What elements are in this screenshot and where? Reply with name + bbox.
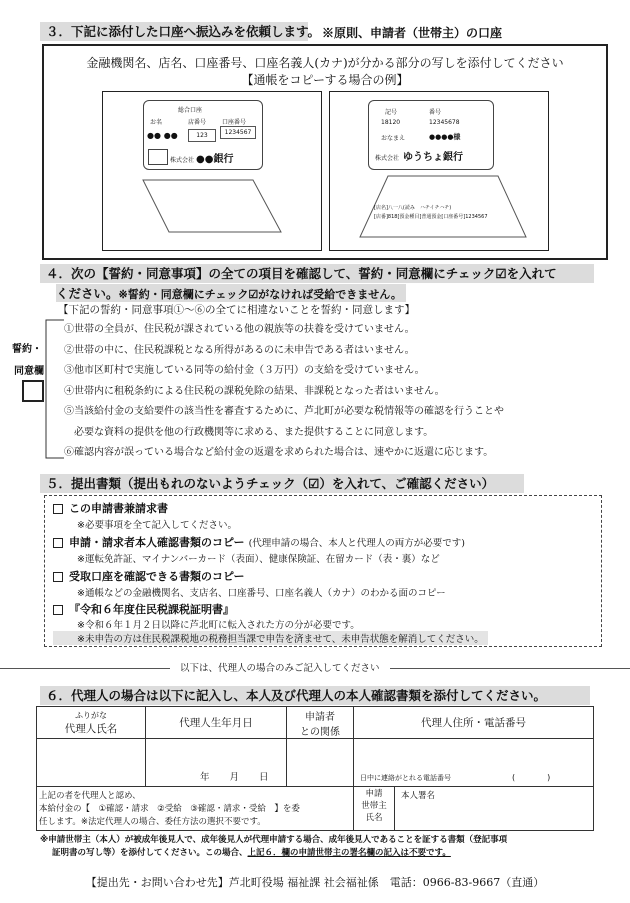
delegation-text-3: 任します。※法定代理人の場合、委任方法の選択不要です。 [39,817,266,827]
pledge-item-3: ③他市区町村で実施している同等の給付金（３万円）の支給を受けていません。 [64,365,425,376]
proxy-address-header [354,707,594,739]
card1-account-value: 1234567 [220,126,256,139]
doc-4-note-2: ※未申告の方は住民税課税地の税務担当課で申告を済ませて、未申告状態を解消してください。 [53,631,488,645]
doc-2-checkbox[interactable] [53,538,63,548]
doc-item-1 [53,500,168,516]
pledge-item-4: ④世帯内に租税条約による住民税の課税免除の結果、非課税となった者はいません。 [64,385,445,397]
card1-type-label: 総合口座 [178,107,203,114]
doc-4-note-1: ※令和６年１月２日以降に芦北町に転入された方の分が必要です。 [77,620,360,631]
proxy-birth-date-units [200,769,269,783]
pledge-item-2: ②世帯の中に、住民税課税となる所得があるのに未申告である者はいません。 [64,344,415,356]
section6-heading: ６．代理人の場合は以下に記入し、本人及び代理人の本人確認書類を添付してください。 [40,686,590,705]
card1-branch-value: 123 [188,129,216,142]
guardian-footnote-1: ※申請世帯主（本人）が被成年後見人で、成年後見人が代理申請する場合、成年後見人であることを証する書類（登記事項 [40,835,508,845]
card2-number-value: 12345678 [429,119,460,126]
delegation-text-2: 本給付金の【 ①確認・請求 ②受給 ③確認・請求・受給 】を委 [39,804,300,814]
card1-col-account: 口座番号 [222,119,247,126]
proxy-birth-field[interactable] [146,739,287,787]
section3-heading: ３．下記に添付した口座へ振込みを依頼します。 [40,22,308,41]
pledge-item-1: ①世帯の全員が、住民税が課されている他の親族等の扶養を受けていません。 [64,324,415,335]
section4-heading: ４．次の【誓約・同意事項】の全ての項目を確認して、誓約・同意欄にチェック☑を入れて [40,264,594,283]
card1-bank-name: ●●銀行 [196,154,234,165]
section3-note: ※原則、申請者（世帯主）の口座 [322,26,503,40]
doc-item-4 [53,601,234,617]
passbook-sample-2 [329,91,549,251]
doc-3-note: ※通帳などの金融機関名、支店名、口座番号、口座名義人（カナ）のわかる面のコピー [77,588,446,599]
proxy-relation-label-2: との関係 [300,726,340,738]
section4-warning: ※誓約・同意欄にチェック☑がなければ受給できません。 [118,288,402,301]
proxy-birth-header [146,707,287,739]
example-title: 【通帳をコピーする場合の例】 [241,73,409,87]
proxy-table [36,706,594,831]
card1-bank-prefix: 株式会社 [170,157,195,164]
birth-month-label: 月 [229,772,240,783]
pledge-intro: 【下記の誓約・同意事項①～⑥の全てに相違ないことを誓約・同意します】 [58,304,415,316]
pledge-side-label-1: 誓約・ [12,344,42,355]
section4-heading-please: ください。 [56,286,119,301]
card2-symbol-value: 18120 [381,119,401,126]
card2-name-value: ●●●●様 [429,133,461,141]
section5-heading: ５．提出書類（提出もれのないようチェック（☑）を入れて、ご確認ください） [40,474,524,493]
sign-label-1: 申請 [365,789,383,799]
proxy-phone-label: 日中に連絡がとれる電話番号 [360,774,451,782]
proxy-relation-label-1: 申請者 [305,711,335,723]
doc-1-note: ※必要事項を全て記入してください。 [77,520,237,531]
doc-4-checkbox[interactable] [53,605,63,615]
card1-name-value: ●● ●● [147,131,178,140]
contact-info: 【提出先・お問い合わせ先】芦北町役場 福祉課 社会福祉係 電話：0966-83-9667（直通） [85,876,545,889]
section4-heading-line2 [56,284,406,302]
pledge-list [64,320,584,464]
proxy-relation-header [287,707,354,739]
birth-year-label: 年 [200,772,210,783]
doc-3-title: 受取口座を確認できる書類のコピー [69,570,245,583]
proxy-relation-field[interactable] [287,739,354,787]
card2-detail-1: [店名]八一八(読み ハチイチハチ) [374,205,452,211]
delegation-cell [37,787,354,831]
proxy-name-label: 代理人氏名 [64,722,118,735]
documents-checklist [44,495,602,647]
doc-4-title: 『令和６年度住民税課税証明書』 [69,603,234,616]
doc-1-checkbox[interactable] [53,504,63,514]
passbook-sheet-1 [103,92,321,250]
card2-detail-2: [店番]818[預金種目]普通預金[口座番号]1234567 [374,214,488,220]
pledge-bracket [40,318,66,463]
card2-name-label: おなまえ [381,135,406,142]
pledge-item-5-cont: 必要な資料の提供を他の行政機関等に求める、また提供することに同意します。 [64,426,434,438]
doc-item-2 [53,534,465,550]
delegation-text-1: 上記の者を代理人と認め、 [39,791,141,801]
sign-label-2: 世帯主 [361,801,387,811]
proxy-name-ruby: ふりがな [75,710,107,720]
sign-label-3: 氏名 [365,813,383,823]
signature-field-label: 本人署名 [401,791,436,801]
proxy-name-header [37,707,146,739]
guardian-footnote-2 [52,846,451,858]
proxy-birth-label: 代理人生年月日 [179,717,253,729]
passbook-sample-1 [102,91,322,251]
account-example-box [42,44,608,260]
card2-col-symbol: 記号 [385,109,398,116]
guardian-footnote-2b: 上記６．欄の申請世帯主の署名欄の記入は不要です。 [247,848,451,858]
proxy-name-field[interactable] [37,739,146,787]
pledge-item-6: ⑥確認内容が誤っている場合など給付金の返還を求められた場合は、速やかに返還に応じます。 [64,447,494,458]
doc-2-sub: (代理申請の場合、本人と代理人の両方が必要です) [248,538,465,549]
pledge-side-label-2: 同意欄 [14,366,44,377]
card2-bank-prefix: 株式会社 [375,155,400,162]
proxy-phone-paren: ( ) [512,773,551,782]
account-instruction: 金融機関名、店名、口座番号、口座名義人(カナ)が分かる部分の写しを添付してください [86,56,564,70]
doc-3-checkbox[interactable] [53,572,63,582]
proxy-divider-text: 以下は、代理人の場合のみご記入してください [170,660,390,674]
pledge-item-5: ⑤当該給付金の支給要件の該当性を審査するために、芦北町が必要な税情報等の確認を行うことや [64,406,504,417]
birth-day-label: 日 [259,772,269,783]
card2-col-number: 番号 [429,109,442,116]
card1-col-name: お名 [150,119,163,126]
proxy-address-label: 代理人住所・電話番号 [421,717,526,729]
doc-2-title: 申請・請求者本人確認書類のコピー [69,536,245,549]
guardian-footnote-2a: 証明書の写し等）を添付してください。この場合、 [52,848,248,858]
applicant-sign-label [354,787,395,831]
proxy-address-field[interactable] [354,739,594,787]
doc-item-3 [53,568,245,584]
applicant-signature-field[interactable] [395,787,594,831]
card2-bank-name: ゆうちょ銀行 [403,152,463,163]
passbook-sheet-2 [330,92,548,250]
doc-2-note: ※運転免許証、マイナンバーカード（表面）、健康保険証、在留カード（表・裏）など [77,554,440,565]
doc-1-title: この申請書兼請求書 [69,502,168,515]
card1-col-branch: 店番号 [188,119,207,126]
